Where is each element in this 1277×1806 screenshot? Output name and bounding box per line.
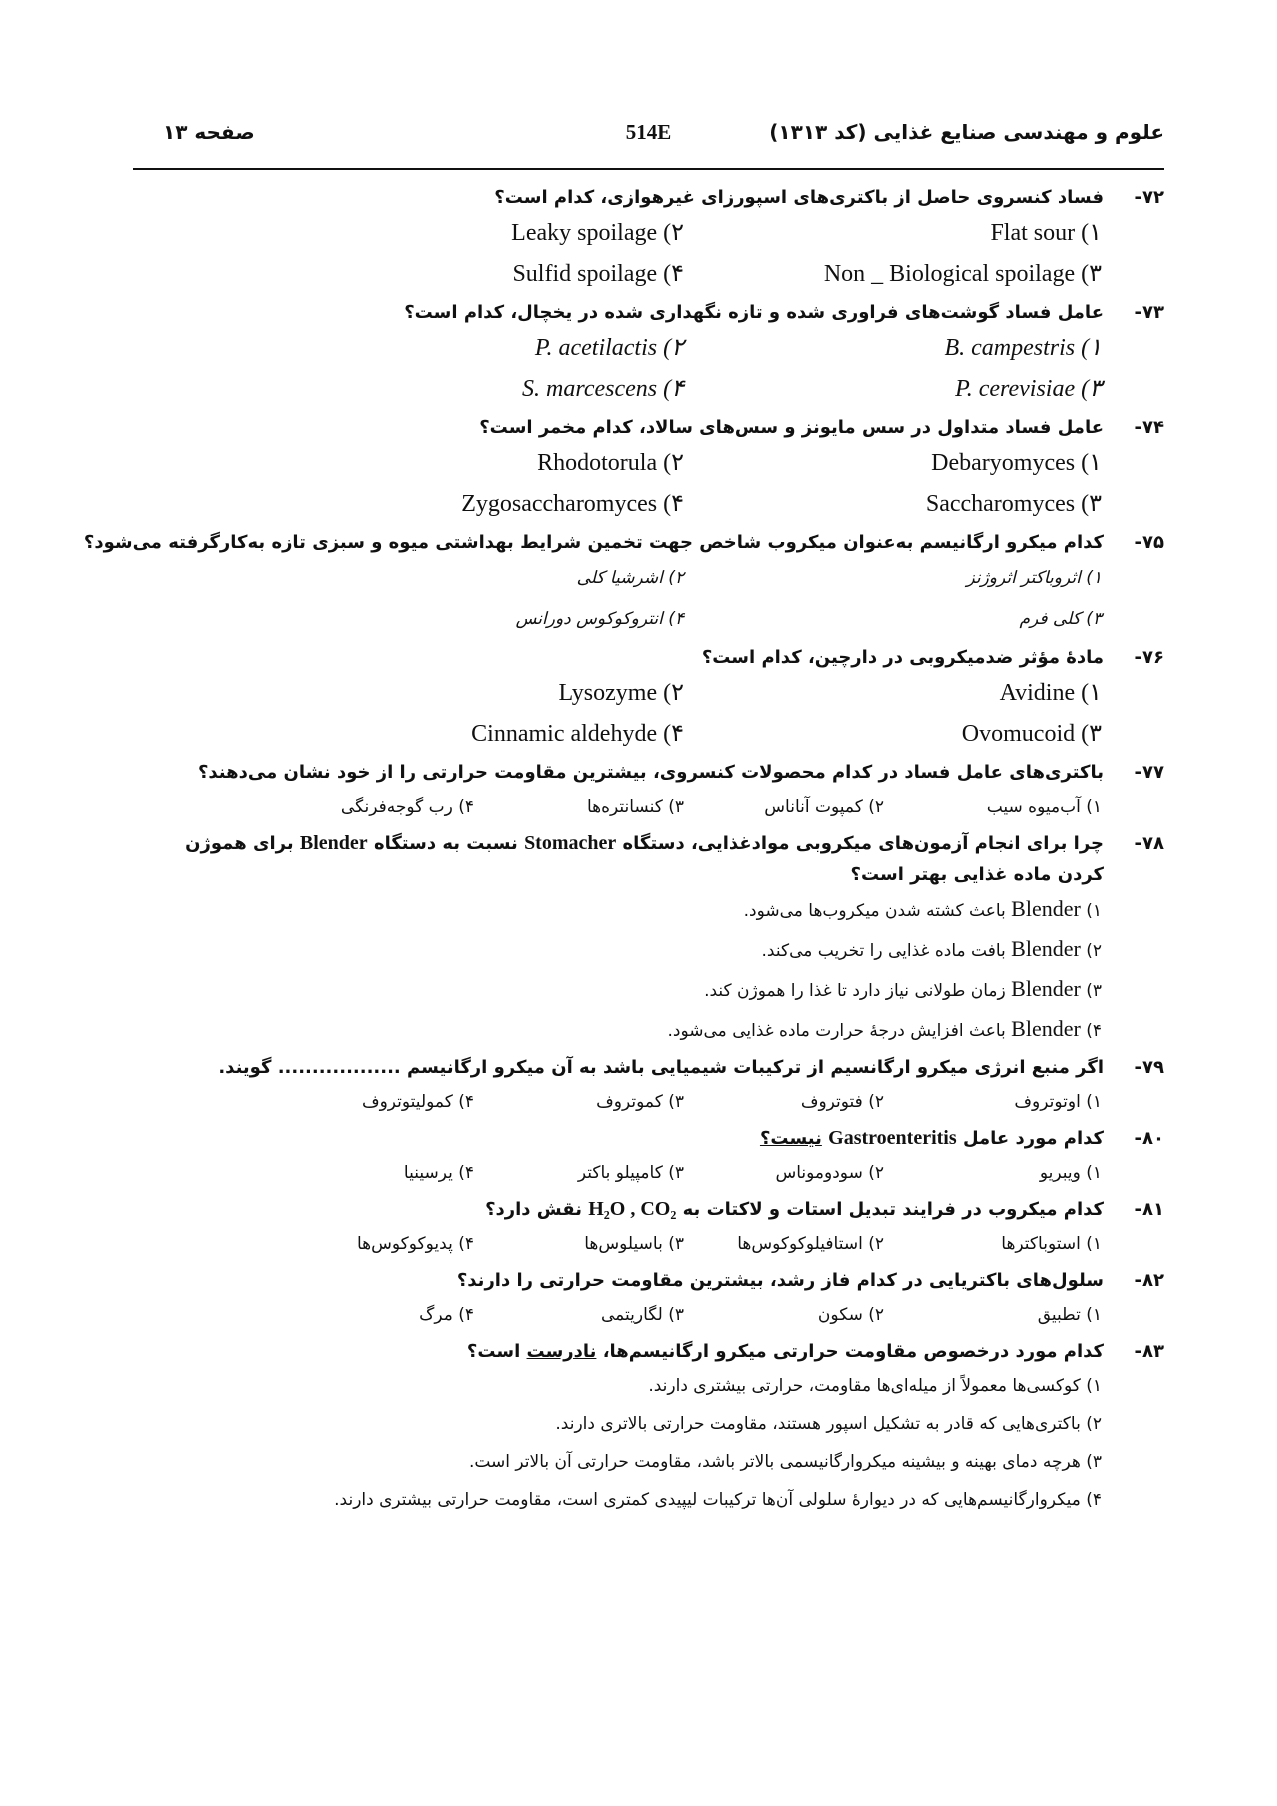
question-number: ۷۸- [1134, 833, 1164, 854]
option-3[interactable]: ۳) کنسانتره‌ها [586, 797, 684, 817]
question-text-part: کدام میکروب در فرایند تبدیل استات و لاکتات به [682, 1199, 1104, 1220]
option-1[interactable]: ۱) تطبیق [1037, 1305, 1102, 1325]
option-2[interactable]: ۲) فتوتروف [800, 1092, 884, 1112]
question-text: کدام میکرو ارگانیسم به‌عنوان میکروب شاخص جهت تخمین شرایط بهداشتی میوه و سبزی تازه به‌کارگرفته می‌شود؟ [83, 532, 1104, 553]
option-2[interactable]: Leaky spoilage (۲ [511, 220, 684, 246]
question-number: ۸۱- [1134, 1199, 1164, 1220]
option-4[interactable]: Zygosaccharomyces (۴ [461, 491, 684, 517]
question-text: اگر منبع انرژی میکرو ارگانسیم از ترکیبات شیمیایی باشد به آن میکرو ارگانیسم .................. گویند. [218, 1057, 1104, 1078]
question-text-part: نقش دارد؟ [485, 1199, 582, 1220]
option-2[interactable]: ۲) کمپوت آناناس [764, 797, 884, 817]
option-3[interactable]: Ovomucoid (۳ [961, 721, 1102, 747]
question-text-part: برای هموژن [185, 833, 294, 854]
option-1[interactable]: Avidine (۱ [999, 680, 1102, 706]
option-2[interactable]: ۲) باکتری‌هایی که قادر به تشکیل اسپور هستند، مقاومت حرارتی بالاتری دارند. [555, 1414, 1102, 1434]
question-number: ۸۲- [1134, 1270, 1164, 1291]
question-79 [120, 1052, 1164, 1121]
question-text: سلول‌های باکتریایی در کدام فاز رشد، بیشترین مقاومت حرارتی را دارند؟ [456, 1270, 1104, 1291]
question-number: ۷۴- [1134, 417, 1164, 438]
question-text-part: است؟ [466, 1341, 521, 1362]
option-1[interactable]: B. campestris (۱ [944, 335, 1102, 361]
option-3[interactable]: Non _ Biological spoilage (۳ [823, 261, 1102, 287]
question-78 [120, 828, 1164, 1050]
page-number: صفحه ۱۳ [163, 120, 255, 144]
option-4[interactable]: ۴) مرگ [419, 1305, 474, 1325]
stomacher-term: Stomacher [524, 832, 617, 854]
option-1[interactable]: Flat sour (۱ [990, 220, 1102, 246]
question-text: عامل فساد گوشت‌های فراوری شده و تازه نگهداری شده در یخچال، کدام است؟ [404, 302, 1104, 323]
option-1[interactable]: ۱) اثروباکتر اثروژنز [966, 568, 1102, 588]
option-4[interactable]: ۴) انتروکوکوس دورانس [515, 609, 684, 629]
option-3[interactable]: ۳) کموتروف [596, 1092, 684, 1112]
page-header [133, 120, 1164, 160]
option-1[interactable]: ۱) اوتوتروف [1014, 1092, 1102, 1112]
option-2[interactable]: Lysozyme (۲ [558, 680, 684, 706]
question-72 [120, 182, 1164, 295]
option-4[interactable]: S. marcescens (۴ [522, 376, 684, 402]
option-1[interactable]: ۱) ویبریو [1039, 1163, 1102, 1183]
option-4[interactable]: ۴) یرسینیا [403, 1163, 474, 1183]
question-76 [120, 642, 1164, 755]
question-text-part: کدام مورد عامل [962, 1128, 1104, 1149]
question-74 [120, 412, 1164, 525]
question-text: مادهٔ مؤثر ضدمیکروبی در دارچین، کدام است؟ [701, 647, 1104, 668]
gastroenteritis-term: Gastroenteritis [828, 1127, 957, 1149]
question-text-part: نسبت به دستگاه [373, 833, 518, 854]
option-4[interactable]: ۴) Blender باعث افزایش درجهٔ حرارت ماده غذایی می‌شود. [667, 1016, 1102, 1041]
option-3[interactable]: ۳) کلی فرم [1019, 609, 1102, 629]
question-83 [120, 1336, 1164, 1519]
option-2[interactable]: P. acetilactis (۲ [534, 335, 684, 361]
question-text-part: چرا برای انجام آزمون‌های میکروبی موادغذایی، دستگاه [622, 833, 1104, 854]
option-2[interactable]: ۲) استافیلوکوکوس‌ها [737, 1234, 884, 1254]
option-3[interactable]: P. cerevisiae (۳ [955, 376, 1102, 402]
header-divider [133, 168, 1164, 170]
option-4[interactable]: ۴) رب گوجه‌فرنگی [340, 797, 474, 817]
option-2[interactable]: Rhodotorula (۲ [537, 450, 684, 476]
option-3[interactable]: ۳) باسیلوس‌ها [584, 1234, 684, 1254]
option-4[interactable]: ۴) میکروارگانیسم‌هایی که در دیوارهٔ سلولی آن‌ها ترکیبات لیپیدی کمتری است، مقاومت حرارتی بیشتری دارند. [334, 1490, 1102, 1510]
question-number: ۸۳- [1134, 1341, 1164, 1362]
option-3[interactable]: ۳) لگاریتمی [601, 1305, 684, 1325]
option-2[interactable]: ۲) اشرشیا کلی [576, 568, 684, 588]
option-2[interactable]: ۲) Blender بافت ماده غذایی را تخریب می‌کند. [761, 936, 1102, 961]
question-77 [120, 757, 1164, 826]
question-text-part: کدام مورد درخصوص مقاومت حرارتی میکرو ارگانیسم‌ها، [602, 1341, 1104, 1362]
formula-term: H₂O , CO₂ [588, 1198, 677, 1220]
question-number: ۷۹- [1134, 1057, 1164, 1078]
questions-list [83, 182, 1164, 1521]
exam-code: 514E [625, 120, 672, 144]
question-number: ۷۳- [1134, 302, 1164, 323]
option-2[interactable]: ۲) سودوموناس [775, 1163, 884, 1183]
question-73 [120, 297, 1164, 410]
question-81 [120, 1194, 1164, 1263]
option-2[interactable]: ۲) سکون [817, 1305, 884, 1325]
question-number: ۷۲- [1134, 187, 1164, 208]
option-4[interactable]: ۴) پدیوکوکوس‌ها [357, 1234, 474, 1254]
question-text-line2: کردن ماده غذایی بهتر است؟ [850, 864, 1104, 885]
negation-word: نادرست [526, 1341, 597, 1362]
option-1[interactable]: Debaryomyces (۱ [931, 450, 1102, 476]
question-80 [120, 1123, 1164, 1192]
question-number: ۷۷- [1134, 762, 1164, 783]
negation-word: نیست؟ [759, 1128, 822, 1149]
option-1[interactable]: ۱) استوباکترها [1001, 1234, 1102, 1254]
option-1[interactable]: ۱) آب‌میوه سیب [986, 797, 1102, 817]
option-3[interactable]: ۳) هرچه دمای بهینه و بیشینه میکروارگانیسمی بالاتر باشد، مقاومت حرارتی آن بالاتر است. [468, 1452, 1102, 1472]
option-1[interactable]: ۱) کوکسی‌ها معمولاً از میله‌ای‌ها مقاومت، حرارتی بیشتری دارند. [648, 1376, 1102, 1396]
exam-title: علوم و مهندسی صنایع غذایی (کد ۱۳۱۳) [769, 120, 1164, 144]
question-text: عامل فساد متداول در سس مایونز و سس‌های سالاد، کدام مخمر است؟ [479, 417, 1104, 438]
option-4[interactable]: ۴) کمولیتوتروف [361, 1092, 474, 1112]
question-number: ۸۰- [1134, 1128, 1164, 1149]
question-75 [83, 527, 1164, 640]
option-4[interactable]: Cinnamic aldehyde (۴ [471, 721, 684, 747]
option-1[interactable]: ۱) Blender باعث کشته شدن میکروب‌ها می‌شود. [743, 896, 1102, 921]
question-number: ۷۶- [1134, 647, 1164, 668]
question-number: ۷۵- [1134, 532, 1164, 553]
blender-term: Blender [299, 832, 368, 854]
question-82 [120, 1265, 1164, 1334]
question-text: باکتری‌های عامل فساد در کدام محصولات کنسروی، بیشترین مقاومت حرارتی را از خود نشان می‌دهند؟ [197, 762, 1104, 783]
option-3[interactable]: ۳) Blender زمان طولانی نیاز دارد تا غذا را هموژن کند. [704, 976, 1102, 1001]
question-text: فساد کنسروی حاصل از باکتری‌های اسپورزای غیرهوازی، کدام است؟ [494, 187, 1104, 208]
option-4[interactable]: Sulfid spoilage (۴ [512, 261, 684, 287]
option-3[interactable]: Saccharomyces (۳ [925, 491, 1102, 517]
option-3[interactable]: ۳) کامپیلو باکتر [577, 1163, 684, 1183]
